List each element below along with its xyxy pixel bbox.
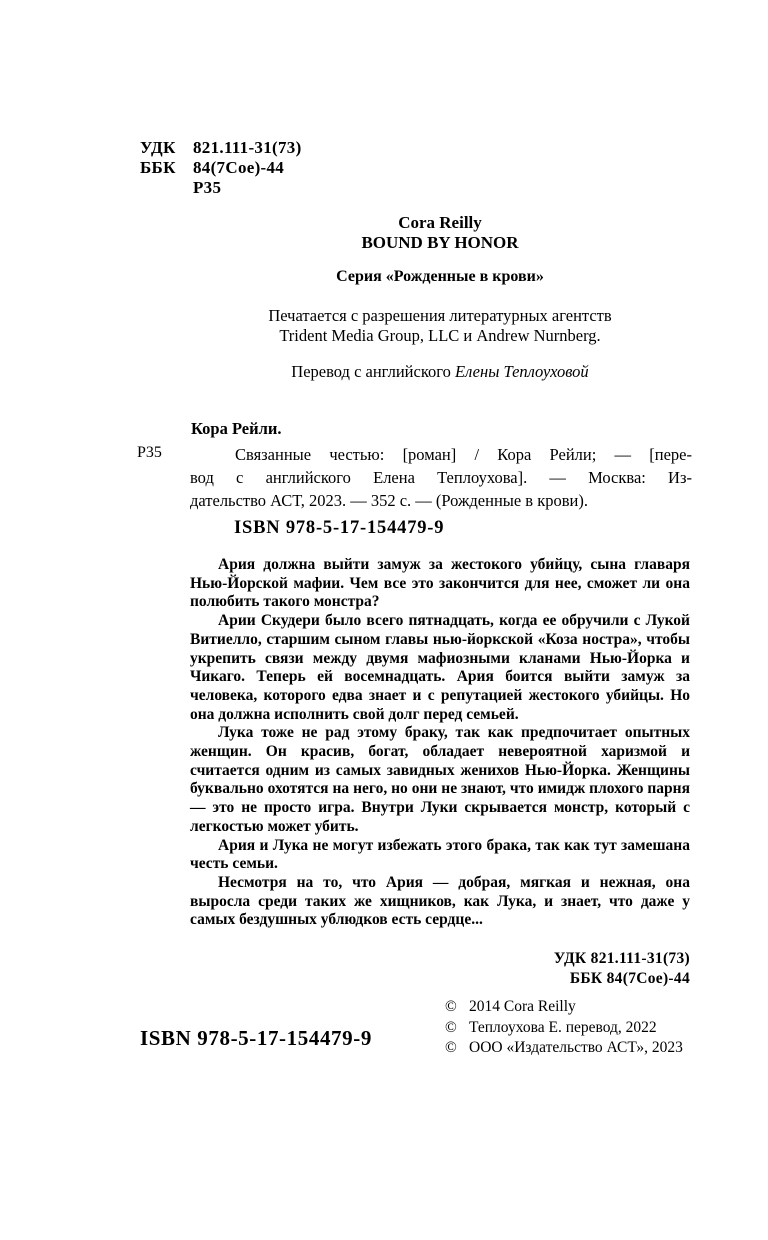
catalog-entry-line: дательство АСТ, 2023. — 352 с. — (Рожденные в крови).	[190, 491, 588, 510]
catalog-margin-code: Р35	[137, 444, 162, 461]
copyright-sign: ©	[445, 998, 457, 1015]
isbn-catalog: ISBN 978-5-17-154479-9	[234, 518, 445, 538]
copyright-block	[445, 997, 683, 1059]
annotation-paragraph: Ария и Лука не могут избежать этого брака, так как тут замешана честь семьи.	[190, 836, 690, 873]
translation-prefix: Перевод с английского	[291, 362, 455, 381]
udk-code-bottom: УДК 821.111-31(73)	[553, 950, 690, 967]
translation-note	[190, 362, 690, 382]
annotation-paragraph: Арии Скудери было всего пятнадцать, когда ее обручили с Лукой Витиелло, старшим сыном главы нью-йоркской «Коза ностра», чтобы укрепить связи между двумя мафиозными кланами Нью-Йорка и Чикаго. Теперь ей восемнадцать. Ария боится выйти замуж за человека, которого едва знает и с репутацией жестокого убийцы. Но она должна исполнить свой долг перед семьей.	[190, 612, 690, 723]
translator-name: Елены Теплоуховой	[455, 362, 589, 381]
original-title-block	[190, 213, 690, 252]
catalog-author-heading: Кора Рейли.	[191, 419, 282, 438]
series-name: Серия «Рожденные в крови»	[336, 268, 544, 285]
catalog-entry-line: вод с английского Елена Теплоухова]. — Москва: Из-	[190, 468, 692, 487]
top-classification-codes	[140, 138, 302, 198]
bbk-label: ББК	[140, 158, 176, 177]
copyright-text: 2014 Cora Reilly	[469, 998, 576, 1015]
copyright-line	[445, 1038, 683, 1059]
copyright-text: ООО «Издательство АСТ», 2023	[469, 1039, 683, 1056]
udk-code	[140, 138, 302, 158]
copyright-sign: ©	[445, 1018, 457, 1036]
permission-note	[190, 306, 690, 345]
bottom-classification-codes	[190, 949, 690, 988]
copyright-line	[445, 997, 683, 1018]
copyright-text: Теплоухова Е. перевод, 2022	[469, 1018, 657, 1036]
isbn-bottom: ISBN 978-5-17-154479-9	[140, 1026, 372, 1050]
annotation-block	[190, 556, 690, 930]
bbk-code	[140, 158, 302, 178]
bbk-value: 84(7Сое)-44	[193, 158, 285, 177]
udk-value: 821.111-31(73)	[193, 138, 302, 157]
annotation-paragraph: Несмотря на то, что Ария — добрая, мягкая и нежная, она выросла среди таких же хищников, как Лука, и знает, что даже у самых бездушных ублюдков есть сердце...	[190, 873, 690, 929]
catalog-entry-line: Связанные честью: [роман] / Кора Рейли; — [пере-	[235, 445, 692, 464]
author-sign-code	[140, 178, 302, 198]
copyright-sign: ©	[445, 1039, 457, 1056]
permission-line-2: Trident Media Group, LLC и Andrew Nurnberg.	[279, 325, 601, 345]
author-sign-value: Р35	[193, 178, 222, 197]
annotation-paragraph: Лука тоже не рад этому браку, так как предпочитает опытных женщин. Он красив, богат, обладает невероятной харизмой и считается одним из самых завидных женихов Нью-Йорка. Женщины буквально охотятся на него, но они не знают, что имидж плохого парня — это не просто игра. Внутри Луки скрывается монстр, который с легкостью может убить.	[190, 724, 690, 835]
copyright-line	[445, 1018, 683, 1039]
original-title: BOUND BY HONOR	[361, 232, 519, 252]
original-author: Cora Reilly	[398, 213, 482, 232]
bbk-code-bottom: ББК 84(7Сое)-44	[569, 969, 690, 987]
permission-line-1: Печатается с разрешения литературных агентств	[268, 306, 612, 325]
catalog-entry	[190, 443, 692, 512]
annotation-paragraph: Ария должна выйти замуж за жестокого убийцу, сына главаря Нью-Йорской мафии. Чем все это закончится для нее, сможет ли она полюбить такого монстра?	[190, 556, 690, 611]
udk-label: УДК	[140, 138, 176, 157]
